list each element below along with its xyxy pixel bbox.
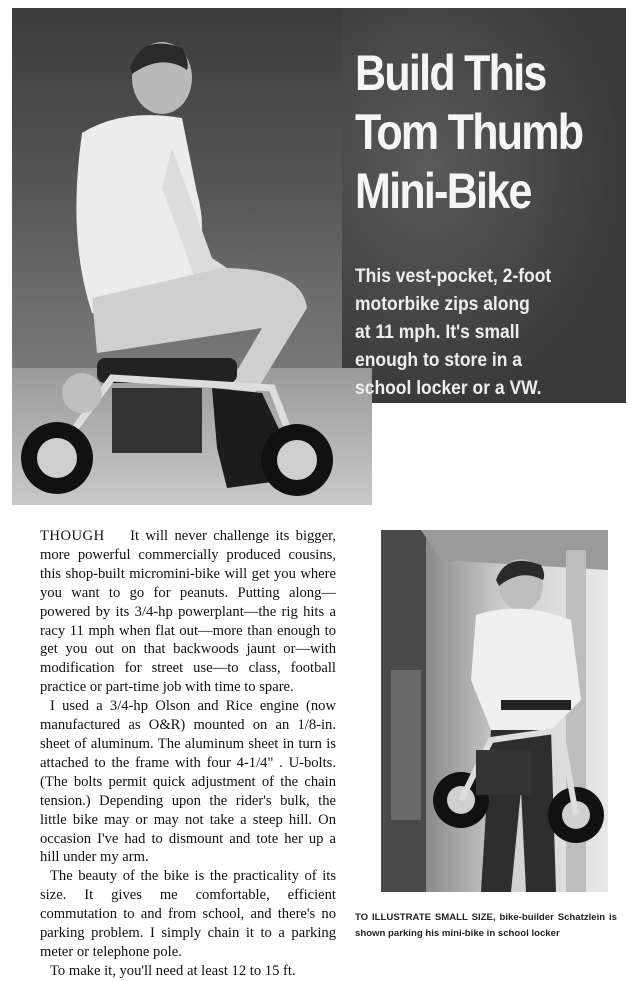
photo-caption — [355, 910, 617, 941]
deck-line: This vest-pocket, 2-foot — [355, 266, 552, 287]
headline-line: Mini-Bike — [355, 163, 531, 219]
deck-line: motorbike zips along — [355, 294, 530, 315]
paragraph-3: The beauty of the bike is the practicality of its size. It gives me comfortable, efficient commutation to and from school, and there's no parking problem. I simply chain it to a parking meter or telephone pole. — [40, 868, 336, 960]
caption-head: TO ILLUSTRATE SMALL SIZE, — [355, 912, 496, 923]
locker-photo — [381, 530, 608, 892]
deck-line: school locker or a VW. — [355, 378, 542, 399]
subheadline-deck — [355, 263, 613, 403]
headline — [355, 44, 587, 221]
paragraph-2: I used a 3/4-hp Olson and Rice engine (now manufactured as O&R) mounted on an 1/8-in. sheet of aluminum. The aluminum sheet in turn is attached to the frame with four 4-1/4" . U-bolts. (The bolts permit quick adjustment of the chain tension.) Depending upon the rider's bulk, the little bike may or may not take a steep hill. On occasion I've had to dismount and tote her up a hill under my arm. — [40, 698, 336, 866]
hero-photo — [12, 8, 626, 505]
white-panel — [372, 403, 626, 505]
paragraph-4: To make it, you'll need at least 12 to 15 ft. — [50, 962, 296, 979]
lead-word: THOUGH — [40, 528, 105, 544]
headline-line: Tom Thumb — [355, 104, 583, 160]
headline-line: Build This — [355, 45, 546, 101]
boy-holding-minibike-illustration — [381, 530, 608, 892]
deck-line: enough to store in a — [355, 350, 523, 371]
paragraph-1-text: It will never challenge its bigger, more powerful commercially produced cousins, this shop-built micromini-bike will get you where you want to go for peanuts. Putting along—powered by its 3/4-hp powerplant—the rig hits a racy 11 mph when flat out—more than enough to get you out on that backwoods jaunt or—with modification for street use—to class, football practice or part-time job with time to spare. — [40, 528, 336, 696]
paragraph-1 — [40, 527, 336, 697]
deck-line: at 11 mph. It's small — [355, 322, 520, 343]
caption-text: bike-builder Schatzlein is shown parking his mini-bike in school locker — [355, 912, 618, 939]
rider-on-minibike-illustration — [12, 8, 392, 505]
article-body — [40, 527, 336, 981]
